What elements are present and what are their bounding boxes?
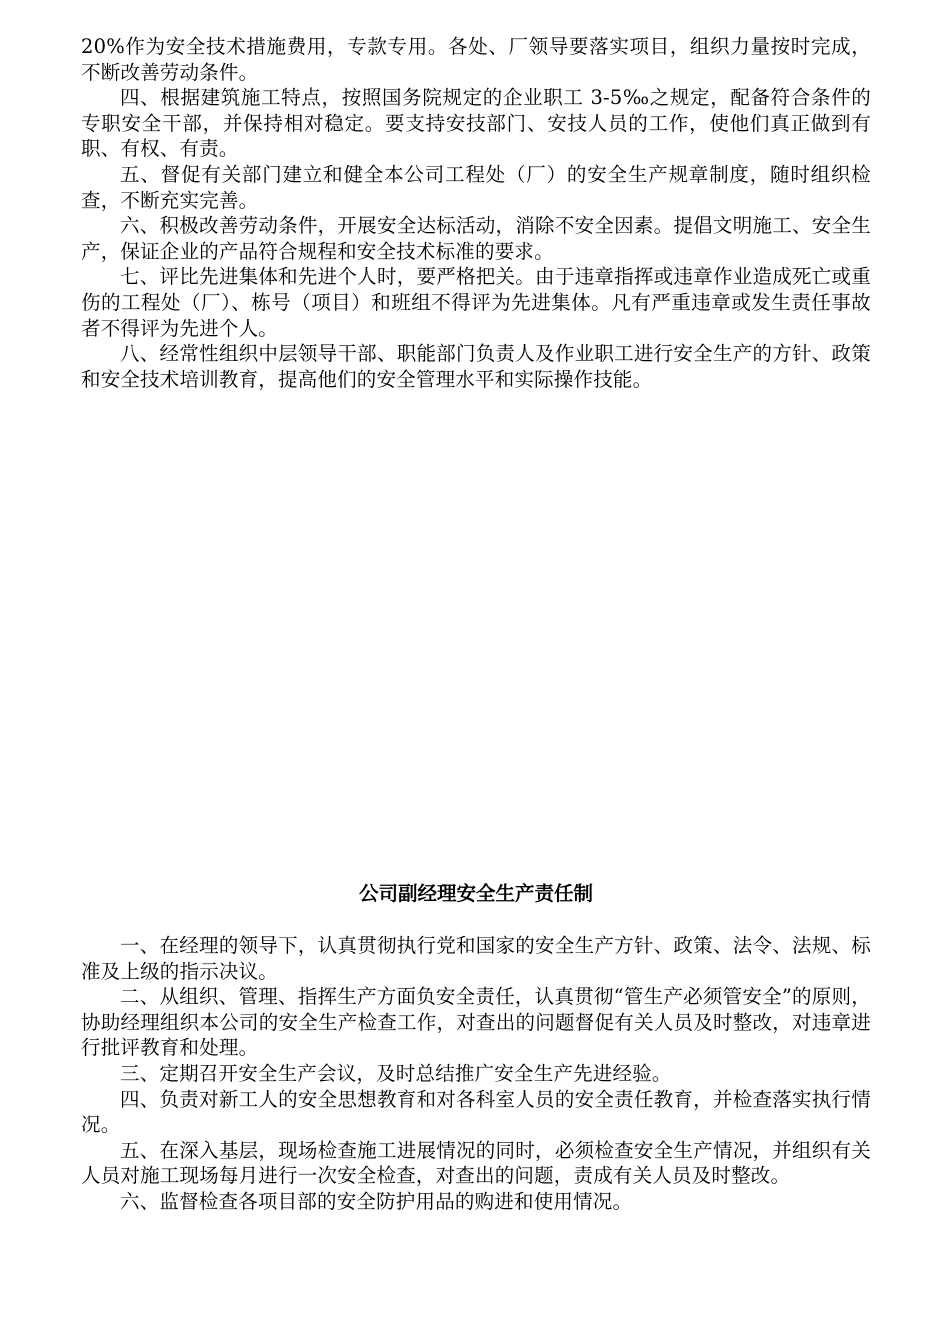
clause-4: 四、根据建筑施工特点，按照国务院规定的企业职工 3-5‰之规定，配备符合条件的专职安全干部，并保持相对稳定。要支持安技部门、安技人员的工作，使他们真正做到有职、有权、有责。 (81, 86, 871, 161)
deputy-manager-responsibility-section (81, 933, 871, 1215)
clause-8: 八、经常性组织中层领导干部、职能部门负责人及作业职工进行安全生产的方针、政策和安全技术培训教育，提高他们的安全管理水平和实际操作技能。 (81, 342, 871, 391)
section-title: 公司副经理安全生产责任制 (358, 882, 593, 905)
clause-5: 五、在深入基层，现场检查施工进展情况的同时，必须检查安全生产情况，并组织有关人员对施工现场每月进行一次安全检查，对查出的问题，责成有关人员及时整改。 (81, 1138, 871, 1188)
clause-6: 六、积极改善劳动条件，开展安全达标活动，消除不安全因素。提倡文明施工、安全生产，保证企业的产品符合规程和安全技术标准的要求。 (81, 214, 871, 263)
continued-paragraph: 20%作为安全技术措施费用，专款专用。各处、厂领导要落实项目，组织力量按时完成，不断改善劳动条件。 (81, 35, 871, 84)
previous-section-continuation (81, 34, 871, 392)
clause-2: 二、从组织、管理、指挥生产方面负安全责任，认真贯彻“管生产必须管安全”的原则，协助经理组织本公司的安全生产检查工作，对查出的问题督促有关人员及时整改，对违章进行批评教育和处理。 (81, 985, 871, 1060)
clause-5: 五、督促有关部门建立和健全本公司工程处（厂）的安全生产规章制度，随时组织检查，不断充实完善。 (81, 162, 871, 212)
clause-1: 一、在经理的领导下，认真贯彻执行党和国家的安全生产方针、政策、法令、法规、标准及上级的指示决议。 (81, 934, 871, 983)
clause-3: 三、定期召开安全生产会议，及时总结推广安全生产先进经验。 (120, 1061, 672, 1085)
clause-4: 四、负责对新工人的安全思想教育和对各科室人员的安全责任教育，并检查落实执行情况。 (81, 1087, 871, 1137)
clause-7: 七、评比先进集体和先进个人时，要严格把关。由于违章指挥或违章作业造成死亡或重伤的工程处（厂）、栋号（项目）和班组不得评为先进集体。凡有严重违章或发生责任事故者不得评为先进个人。 (81, 265, 871, 340)
clause-6: 六、监督检查各项目部的安全防护用品的购进和使用情况。 (120, 1189, 633, 1213)
